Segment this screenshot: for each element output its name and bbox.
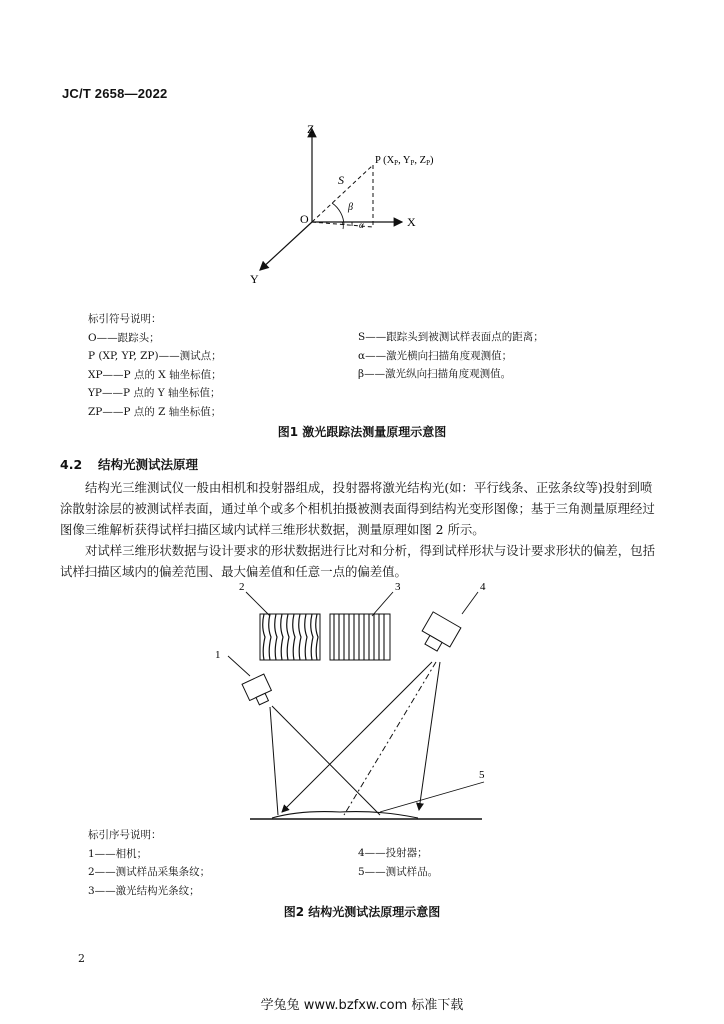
projector-icon bbox=[417, 612, 461, 656]
callout-3: 3 bbox=[395, 581, 401, 593]
legend-title: 标引序号说明： bbox=[88, 829, 162, 841]
figure2-legend-left bbox=[88, 826, 210, 900]
paragraph: 对试样三维形状数据与设计要求的形状数据进行比对和分析，得到试样形状与设计要求形状的偏差，包括试样扫描区域内的偏差范围、最大偏差值和任意一点的偏差值。 bbox=[60, 543, 655, 579]
legend-item: 3——激光结构光条纹； bbox=[88, 884, 200, 897]
projector-ray-left bbox=[282, 662, 432, 812]
structured-light-fringe-pattern bbox=[330, 614, 390, 660]
paragraph: 结构光三维测试仪一般由相机和投射器组成，投射器将激光结构光(如：平行线条、正弦条纹等)投射到喷涂散射涂层的被测试样表面，通过单个或多个相机拍摄被测表面得到结构光变形图像；基于三角测量原理经过图像三维解析获得试样扫描区域内试样三维形状数据，测量原理如图 2 所示。 bbox=[60, 480, 655, 537]
s-label: S bbox=[338, 173, 344, 187]
callout-5: 5 bbox=[479, 769, 485, 781]
section-title: 结构光测试法原理 bbox=[98, 457, 199, 472]
legend-item: XP——P 点的 X 轴坐标值； bbox=[88, 368, 222, 381]
point-p-label: P (XP, YP, ZP) bbox=[375, 155, 434, 167]
callout-leader bbox=[372, 592, 393, 616]
legend-item: P (XP, YP, ZP)——测试点； bbox=[88, 350, 222, 362]
sample-fringe-pattern bbox=[260, 614, 320, 660]
page-number: 2 bbox=[78, 952, 85, 965]
origin-label: O bbox=[300, 212, 309, 226]
legend-item: 5——测试样品。 bbox=[358, 865, 439, 878]
y-axis bbox=[260, 222, 312, 270]
callout-2: 2 bbox=[239, 581, 245, 593]
legend-item: 4——投射器； bbox=[358, 847, 428, 859]
legend-item: ZP——P 点的 Z 轴坐标值； bbox=[88, 405, 222, 418]
figure2-diagram bbox=[200, 572, 530, 827]
footer-watermark: 学兔兔 www.bzfxw.com 标准下载 bbox=[260, 998, 464, 1013]
camera-ray-left bbox=[270, 707, 278, 815]
figure1-legend-left bbox=[88, 310, 222, 421]
figure1-diagram bbox=[240, 115, 460, 290]
legend-item: 1——相机； bbox=[88, 847, 148, 860]
axis-label-y: Y bbox=[250, 272, 259, 286]
standard-number: JC/T 2658—2022 bbox=[62, 86, 168, 101]
legend-title: 标引符号说明： bbox=[88, 313, 162, 325]
section-number: 4.2 bbox=[60, 457, 83, 472]
legend-item: α——激光横向扫描角度观测值； bbox=[358, 349, 513, 362]
legend-item: β——激光纵向扫描角度观测值。 bbox=[358, 368, 512, 380]
legend-item: 2——测试样品采集条纹； bbox=[88, 866, 211, 878]
section-heading bbox=[60, 455, 198, 473]
callout-1: 1 bbox=[215, 649, 221, 661]
camera-icon bbox=[242, 674, 275, 708]
beta-label: β bbox=[348, 202, 353, 213]
axis-label-x: X bbox=[407, 215, 416, 229]
legend-item: O——跟踪头； bbox=[88, 331, 160, 344]
alpha-arc-2 bbox=[342, 222, 343, 229]
test-sample bbox=[272, 812, 418, 818]
figure1-caption: 图1 激光跟踪法测量原理示意图 bbox=[277, 425, 447, 439]
projector-ray-right bbox=[419, 662, 440, 810]
callout-leader bbox=[380, 782, 484, 812]
camera-ray-right bbox=[272, 706, 380, 815]
callout-4: 4 bbox=[480, 581, 486, 593]
callout-leader bbox=[246, 592, 270, 616]
figure2-caption: 图2 结构光测试法原理示意图 bbox=[283, 905, 441, 919]
callout-leader bbox=[228, 656, 250, 676]
figure1-legend-right bbox=[358, 328, 544, 384]
alpha-label: α bbox=[359, 220, 364, 230]
legend-item: YP——P 点的 Y 轴坐标值； bbox=[88, 387, 221, 399]
axis-label-z: Z bbox=[307, 122, 315, 136]
callout-leader bbox=[462, 592, 478, 614]
figure2-legend-right bbox=[358, 844, 438, 881]
legend-item: S——跟踪头到被测试样表面点的距离； bbox=[358, 331, 544, 343]
